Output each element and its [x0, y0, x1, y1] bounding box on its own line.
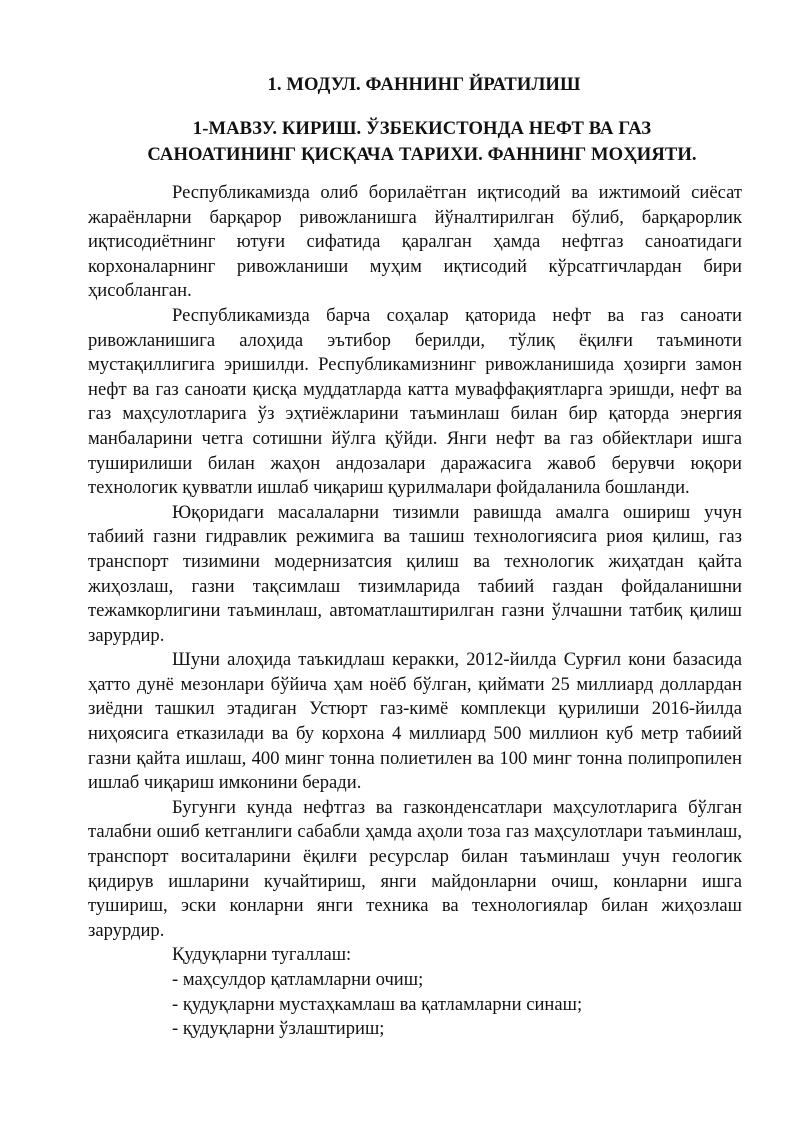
paragraph-2: Республикамизда барча соҳалар қаторида нефт ва газ саноати ривожланишига алоҳида эътибор берилди, тўлиқ ёқилғи таъминоти мустақиллигига эришилди. Республикамизнинг ривожланишида ҳозирги замон нефт ва газ саноати қисқа муддатларда катта муваффақиятларга эришди, нефт ва газ маҳсулотларига ўз эҳтиёжларини таъминлаш билан бир қаторда энергия манбаларини четга сотишни йўлга қўйди. Янги нефт ва газ обйектлари ишга туширилиши билан жаҳон андозалари даражасига жавоб берувчи юқори технологик қувватли ишлаб чиқариш қурилмалари фойдаланила бошланди.: [88, 304, 742, 499]
list-item: - қудуқларни мустаҳкамлаш ва қатламларни синаш;: [172, 993, 583, 1015]
list-item: - маҳсулдор қатламларни очиш;: [172, 969, 424, 990]
module-title: 1. МОДУЛ. ФАННИНГ ЙРАТИЛИШ: [267, 74, 581, 95]
topic-title-line-2: САНОАТИНИНГ ҚИСҚАЧА ТАРИХИ. ФАННИНГ МОҲИЯТИ.: [147, 144, 697, 165]
list-item: - қудуқларни ўзлаштириш;: [172, 1018, 385, 1040]
paragraph-5: Бугунги кунда нефтгаз ва газконденсатлари маҳсулотларига бўлган талабни ошиб кетганлиги сабабли ҳамда аҳоли тоза газ маҳсулотлари таъминлаш, транспорт воситаларини ёқилғи ресурслар билан таъминлаш учун геологик қидирув ишларини кучайтириш, янги майдонларни очиш, конларни ишга тушириш, эски конларни янги техника ва технологиялар билан жиҳозлаш зарурдир.: [88, 796, 742, 941]
list-intro: Қудуқларни тугаллаш:: [172, 944, 352, 966]
well-completion-list: [88, 968, 742, 1042]
topic-title-line-1: 1-МАВЗУ. КИРИШ. ЎЗБЕКИСТОНДА НЕФТ ВА ГАЗ: [192, 118, 652, 139]
paragraph-4: Шуни алоҳида таъкидлаш керакки, 2012-йилда Сурғил кони базасида ҳатто дунё мезонлари бўйича ҳам ноёб бўлган, қиймати 25 миллиард доллардан зиёдни ташкил этадиган Устюрт газ-кимё комплекци қурилиши 2016-йилда ниҳоясига етказилади ва бу корхона 4 миллиард 500 миллион куб метр табиий газни қайта ишлаш, 400 минг тонна полиетилен ва 100 минг тонна полипропилен ишлаб чиқариш имконини беради.: [88, 649, 742, 794]
document-page: [88, 72, 742, 1042]
topic-title: [102, 116, 742, 168]
paragraph-1: Республикамизда олиб борилаётган иқтисодий ва ижтимоий сиёсат жараёнларни барқарор ривожланишга йўналтирилган бўлиб, барқарорлик иқтисодиётнинг ютуғи сифатида қаралган ҳамда нефтгаз саноатидаги корхоналарнинг ривожланиши муҳим иқтисодий кўрсатгичлардан бири ҳисобланган.: [88, 182, 742, 302]
paragraph-3: Юқоридаги масалаларни тизимли равишда амалга ошириш учун табиий газни гидравлик режимига ва ташиш технологиясига риоя қилиш, газ транспорт тизимини модернизатсия қилиш ва технологик жиҳатдан қайта жиҳозлаш, газни тақсимлаш тизимларида табиий газдан фойдаланишни тежамкорлигини таъминлаш, автоматлаштирилган газни ўлчашни татбиқ қилиш зарурдир.: [88, 501, 742, 646]
